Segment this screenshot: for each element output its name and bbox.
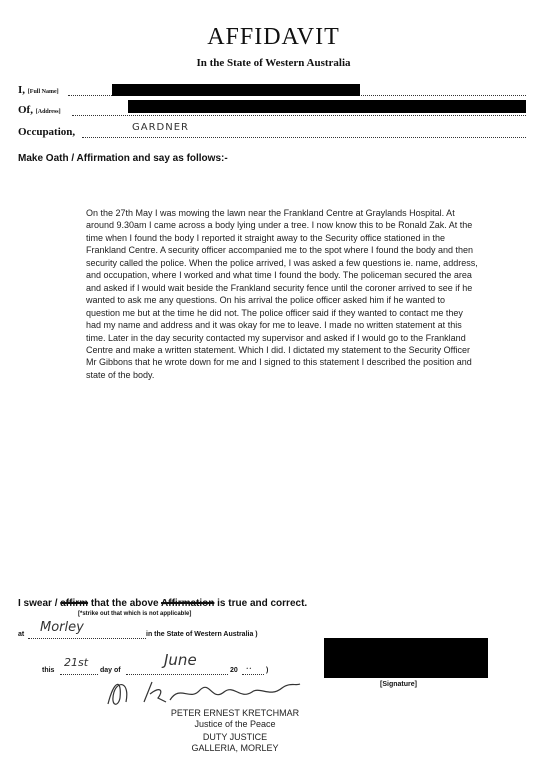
day-of-label: day of: [100, 667, 121, 674]
name-redaction: [112, 84, 360, 96]
address-field-label: [18, 104, 61, 116]
jp-stamp: [160, 708, 310, 754]
swear-struck-affirmation: Affirmation: [161, 598, 215, 609]
address-sublabel: [Address]: [35, 109, 61, 115]
signature-label: [Signature]: [380, 681, 417, 688]
swear-part-3: is true and correct.: [214, 598, 308, 609]
day-line: [60, 674, 98, 675]
at-line: [28, 638, 146, 639]
at-label: at: [18, 631, 25, 638]
month-value: June: [164, 651, 197, 669]
jp-role: DUTY JUSTICE: [202, 732, 268, 742]
date-closing: ): [266, 667, 269, 674]
address-redaction: [128, 100, 526, 113]
swear-part-1: I swear /: [18, 598, 61, 609]
document-subtitle: In the State of Western Australia: [196, 57, 351, 69]
signature-redaction: [324, 638, 488, 678]
at-suffix: in the State of Western Australia ): [146, 631, 258, 638]
year-prefix: 20: [230, 667, 238, 674]
jp-title: Justice of the Peace: [194, 719, 276, 729]
strike-out-note: [*strike out that which is not applicable]: [78, 611, 192, 617]
this-label: this: [42, 667, 55, 674]
name-label: I,: [18, 84, 26, 96]
name-field-label: [18, 84, 59, 96]
document-title: AFFIDAVIT: [207, 24, 340, 50]
address-line: [72, 115, 526, 116]
name-sublabel: [Full Name]: [27, 89, 59, 95]
occupation-value: GARDNER: [132, 122, 189, 133]
jp-name: PETER ERNEST KRETCHMAR: [170, 708, 300, 718]
swear-struck-affirm: affirm: [60, 598, 89, 609]
year-value: ..: [246, 661, 253, 672]
jp-location: GALLERIA, MORLEY: [191, 743, 279, 753]
oath-heading: Make Oath / Affirmation and say as follows:-: [18, 153, 228, 164]
statement-text: On the 27th May I was mowing the lawn near the Frankland Centre at Graylands Hospital. At around 9.30am I came across a body lying under a tree. I now know this to be Ronald Zak. At the time when I found the body I reported it straight away to the Security office stationed in the Frankland Centre. A security officer accompanied me to the spot where I found the body and then security called the police. When the police arrived, I was asked a few questions ie. name, address, and occupation, where I worked and what time I found the body. The policeman secured the area and asked if I would wait beside the Frankland security fence until the coroner arrived to see if he wanted to ask me any questions. On his arrival the police officer asked him if he wanted to question me but at the time he did not. The police officer said if they wanted to contact me they had my name and address and it was okay for me to leave. I made no written statement at this time. Later in the day security contacted my supervisor and asked if I would go to the Frankland Centre and make a written statement. Which I did. I dictated my statement to the Security Officer Mr Gibbons that he wrote down for me and I signed to this statement I described the position and state of the body.: [86, 208, 478, 380]
day-value: 21st: [64, 656, 89, 669]
swear-part-2: that the above: [88, 598, 162, 609]
occupation-line: [82, 137, 526, 138]
jp-signature-scribble: [100, 672, 310, 712]
occupation-label: Occupation,: [18, 126, 76, 138]
swear-line: [18, 598, 307, 609]
address-label: Of,: [18, 104, 33, 116]
at-value: Morley: [40, 620, 84, 635]
